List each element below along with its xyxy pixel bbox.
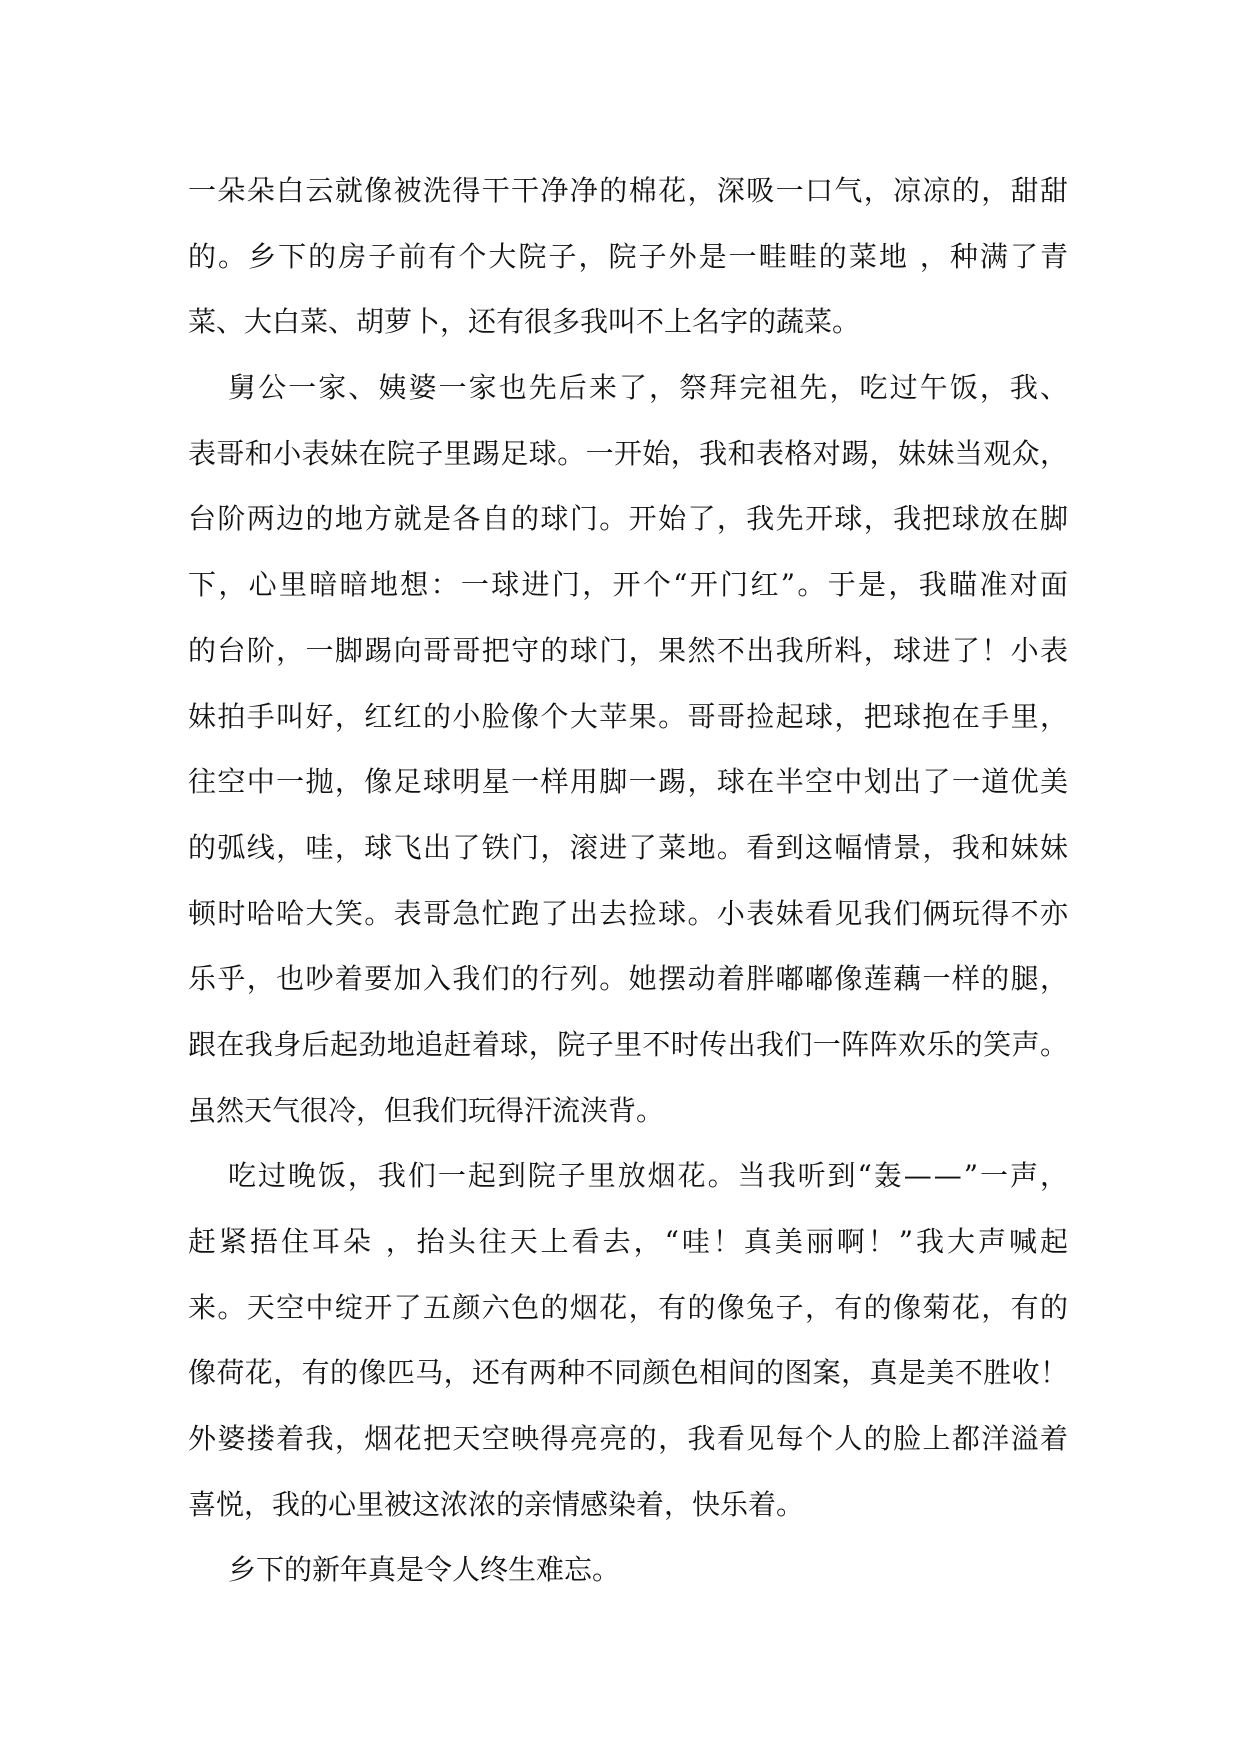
text-line: 妹拍手叫好，红红的小脸像个大苹果。哥哥捡起球，把球抱在手里， [188,699,1070,733]
text-line: 菜、大白菜、胡萝卜，还有很多我叫不上名字的蔬菜。 [188,305,861,339]
text-line: 外婆搂着我，烟花把天空映得亮亮的，我看见每个人的脸上都洋溢着 [188,1422,1070,1456]
essay-body [188,158,1071,1603]
text-line: 的台阶，一脚踢向哥哥把守的球门，果然不出我所料，球进了！小表 [188,633,1070,667]
text-line: 台阶两边的地方就是各自的球门。开始了，我先开球，我把球放在脚 [188,502,1070,536]
text-line: 下，心里暗暗地想：一球进门，开个“开门红”。于是，我瞄准对面 [188,568,1071,602]
text-line: 跟在我身后起劲地追赶着球，院子里不时传出我们一阵阵欢乐的笑声。 [188,1027,1069,1061]
paragraph-start-line: 舅公一家、姨婆一家也先后来了，祭拜完祖先，吃过午饭，我、 [228,371,1071,405]
paragraph-start-line: 吃过晚饭，我们一起到院子里放烟花。当我听到“轰——”一声， [228,1159,1070,1193]
text-line: 表哥和小表妹在院子里踢足球。一开始，我和表格对踢，妹妹当观众， [188,436,1069,470]
text-line: 顿时哈哈大笑。表哥急忙跑了出去捡球。小表妹看见我们俩玩得不亦 [188,896,1070,930]
text-line: 虽然天气很冷，但我们玩得汗流浃背。 [188,1093,665,1127]
paragraph-start-line: 乡下的新年真是令人终生难忘。 [228,1553,621,1587]
text-line: 像荷花，有的像匹马，还有两种不同颜色相间的图案，真是美不胜收！ [188,1356,1069,1390]
text-line: 的。乡下的房子前有个大院子，院子外是一畦畦的菜地 ，种满了青 [188,239,1071,273]
text-line: 来。天空中绽开了五颜六色的烟花，有的像兔子，有的像菊花，有的 [188,1290,1070,1324]
text-line: 喜悦，我的心里被这浓浓的亲情感染着，快乐着。 [188,1487,805,1521]
text-line: 往空中一抛，像足球明星一样用脚一踢，球在半空中划出了一道优美 [188,765,1070,799]
text-line: 乐乎，也吵着要加入我们的行列。她摆动着胖嘟嘟像莲藕一样的腿， [188,962,1070,996]
text-line: 一朵朵白云就像被洗得干干净净的棉花，深吸一口气，凉凉的，甜甜 [188,174,1070,207]
text-line: 赶紧捂住耳朵 ，抬头往天上看去，“哇！真美丽啊！”我大声喊起 [188,1225,1071,1258]
text-line: 的弧线，哇，球飞出了铁门，滚进了菜地。看到这幅情景，我和妹妹 [188,830,1070,864]
